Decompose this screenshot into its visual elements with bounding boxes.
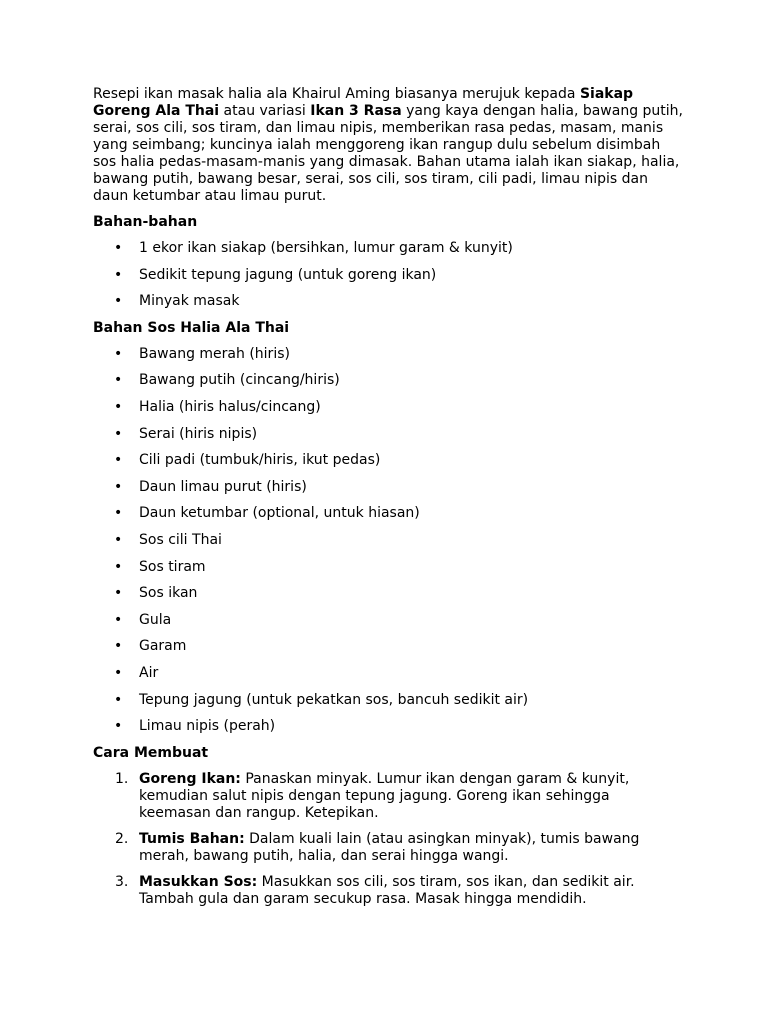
- list-item: • Sedikit tepung jagung (untuk goreng ikan): [93, 267, 683, 284]
- step-title: Masukkan Sos:: [139, 873, 258, 890]
- intro-bold-siakap: Siakap Goreng Ala Thai: [93, 86, 634, 119]
- list-bahan-bahan: [93, 240, 683, 310]
- step-number: 2.: [115, 830, 129, 847]
- list-item: • Daun limau purut (hiris): [93, 479, 683, 496]
- intro-text-2: atau variasi: [219, 103, 311, 119]
- list-item: • Air: [93, 665, 683, 682]
- step-number: 3.: [115, 873, 129, 890]
- list-item: • Minyak masak: [93, 293, 683, 310]
- step-text: Masukkan sos cili, sos tiram, sos ikan, dan sedikit air. Tambah gula dan garam secukup rasa. Masak hingga mendidih.: [139, 873, 635, 907]
- heading-cara-membuat: Cara Membuat: [93, 744, 209, 761]
- list-item: • Daun ketumbar (optional, untuk hiasan): [93, 505, 683, 522]
- intro-text-1: Resepi ikan masak halia ala Khairul Aming biasanya merujuk kepada: [93, 86, 580, 102]
- list-item: • Sos ikan: [93, 585, 683, 602]
- intro-text-3: yang kaya dengan halia, bawang putih, serai, sos cili, sos tiram, dan limau nipis, memberikan rasa pedas, masam, manis yang seimbang; kuncinya ialah menggoreng ikan rangup dulu sebelum disimbah sos halia pedas-masam-manis yang dimasak. Bahan utama ialah ikan siakap, halia, bawang putih, bawang besar, serai, sos cili, sos tiram, cili padi, limau nipis dan daun ketumbar atau limau purut.: [93, 103, 684, 204]
- list-item: • Gula: [93, 612, 683, 629]
- heading-bahan-bahan: Bahan-bahan: [93, 214, 198, 230]
- step-item: [93, 874, 683, 908]
- intro-bold-ikan-3-rasa: Ikan 3 Rasa: [310, 103, 402, 119]
- step-text: Dalam kuali lain (atau asingkan minyak), tumis bawang merah, bawang putih, halia, dan serai hingga wangi.: [139, 830, 640, 864]
- list-item: • 1 ekor ikan siakap (bersihkan, lumur garam & kunyit): [93, 240, 683, 257]
- step-title: Tumis Bahan:: [139, 830, 245, 847]
- step-number: 1.: [115, 770, 129, 787]
- heading-bahan-sos: Bahan Sos Halia Ala Thai: [93, 319, 290, 336]
- intro-paragraph: [93, 86, 683, 205]
- list-item: • Bawang putih (cincang/hiris): [93, 372, 683, 389]
- step-text: Panaskan minyak. Lumur ikan dengan garam & kunyit, kemudian salut nipis dengan tepung jagung. Goreng ikan sehingga keemasan dan rangup. Ketepikan.: [139, 770, 630, 821]
- list-item: • Serai (hiris nipis): [93, 426, 683, 443]
- step-item: [93, 831, 683, 865]
- list-item: • Sos cili Thai: [93, 532, 683, 549]
- list-item: • Limau nipis (perah): [93, 718, 683, 735]
- list-item: • Cili padi (tumbuk/hiris, ikut pedas): [93, 452, 683, 469]
- document-body: [93, 86, 683, 917]
- list-item: • Bawang merah (hiris): [93, 346, 683, 363]
- step-item: [93, 771, 683, 822]
- list-cara-membuat: [93, 771, 683, 908]
- list-item: • Halia (hiris halus/cincang): [93, 399, 683, 416]
- list-item: • Garam: [93, 638, 683, 655]
- list-item: • Tepung jagung (untuk pekatkan sos, bancuh sedikit air): [93, 692, 683, 709]
- list-bahan-sos: [93, 346, 683, 735]
- list-item: • Sos tiram: [93, 559, 683, 576]
- step-title: Goreng Ikan:: [139, 770, 241, 787]
